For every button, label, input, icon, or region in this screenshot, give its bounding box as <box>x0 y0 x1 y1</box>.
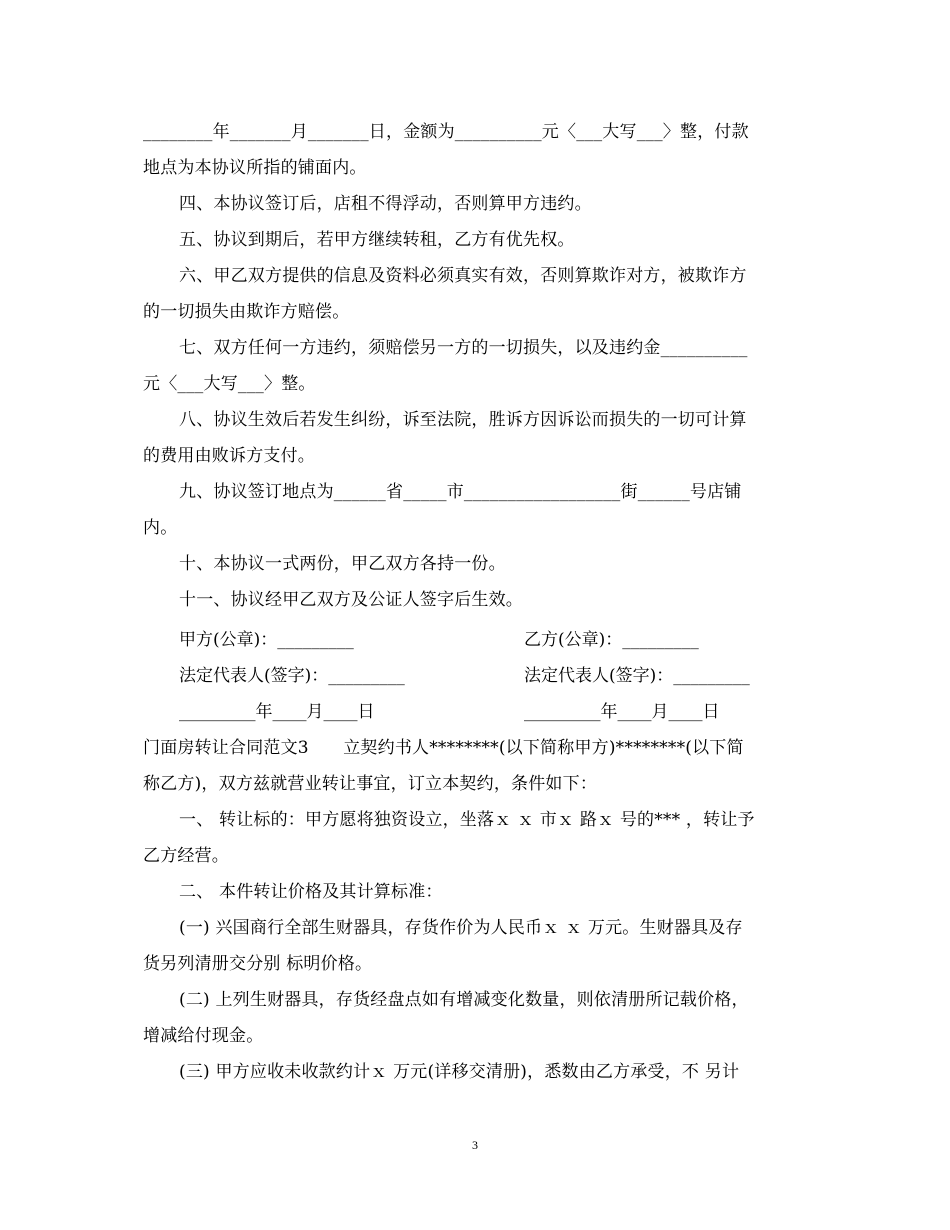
party-a-representative: 法定代表人(签字)：_________ <box>179 666 405 686</box>
party-b-seal: 乙方(公章)：_________ <box>524 630 699 650</box>
text-line: 地点为本协议所指的铺面内。 <box>143 158 367 178</box>
item-2: (二) 上列生财器具，存货经盘点如有增减变化数量，则依清册所记载价格， <box>179 990 749 1010</box>
article-1: 一、 转让标的：甲方愿将独资设立，坐落ｘ ｘ 市ｘ 路ｘ 号的*** ，转让予 <box>179 810 755 830</box>
clause-8: 八、协议生效后若发生纠纷，诉至法院，胜诉方因诉讼而损失的一切可计算 <box>179 410 747 430</box>
article-2: 二、 本件转让价格及其计算标准： <box>179 882 443 902</box>
clause-11: 十一、协议经甲乙双方及公证人签字后生效。 <box>179 590 523 610</box>
item-1: (一) 兴国商行全部生财器具，存货作价为人民币ｘ ｘ 万元。生财器具及存 <box>179 918 743 938</box>
party-a-date: _________年____月____日 <box>179 702 375 722</box>
text-line: ________年_______月_______日，金额为__________元〈___大写___〉整，付款 <box>143 122 749 142</box>
text-line: 元〈___大写___〉整。 <box>143 374 316 394</box>
clause-6: 六、甲乙双方提供的信息及资料必须真实有效，否则算欺诈对方，被欺诈方 <box>179 266 747 286</box>
party-b-representative: 法定代表人(签字)：_________ <box>524 666 750 686</box>
party-b-date: _________年____月____日 <box>524 702 720 722</box>
clause-5: 五、协议到期后，若甲方继续转租，乙方有优先权。 <box>179 230 575 250</box>
text-line: 内。 <box>143 518 178 538</box>
clause-4: 四、本协议签订后，店租不得浮动，否则算甲方违约。 <box>179 194 592 214</box>
page-number: 3 <box>472 1138 478 1152</box>
text-line: 增减给付现金。 <box>143 1026 264 1046</box>
text-line: 乙方经营。 <box>143 846 229 866</box>
text-line: 称乙方)，双方兹就营业转让事宜，订立本契约，条件如下： <box>143 774 598 794</box>
clause-7: 七、双方任何一方违约，须赔偿另一方的一切损失，以及违约金__________ <box>179 338 748 358</box>
item-3: (三) 甲方应收未收款约计ｘ 万元(详移交清册)，悉数由乙方承受，不 另计 <box>179 1062 740 1082</box>
text-line: 货另列清册交分别 标明价格。 <box>143 954 373 974</box>
contract-3-heading-line: 门面房转让合同范文3 立契约书人********(以下简称甲方)********(以下简 <box>143 738 744 758</box>
clause-10: 十、本协议一式两份，甲乙双方各持一份。 <box>179 554 506 574</box>
clause-9: 九、协议签订地点为______省_____市__________________街______号店铺 <box>179 482 742 502</box>
text-line: 的一切损失由欺诈方赔偿。 <box>143 302 350 322</box>
text-line: 的费用由败诉方支付。 <box>143 446 315 466</box>
party-a-seal: 甲方(公章)：_________ <box>179 630 354 650</box>
